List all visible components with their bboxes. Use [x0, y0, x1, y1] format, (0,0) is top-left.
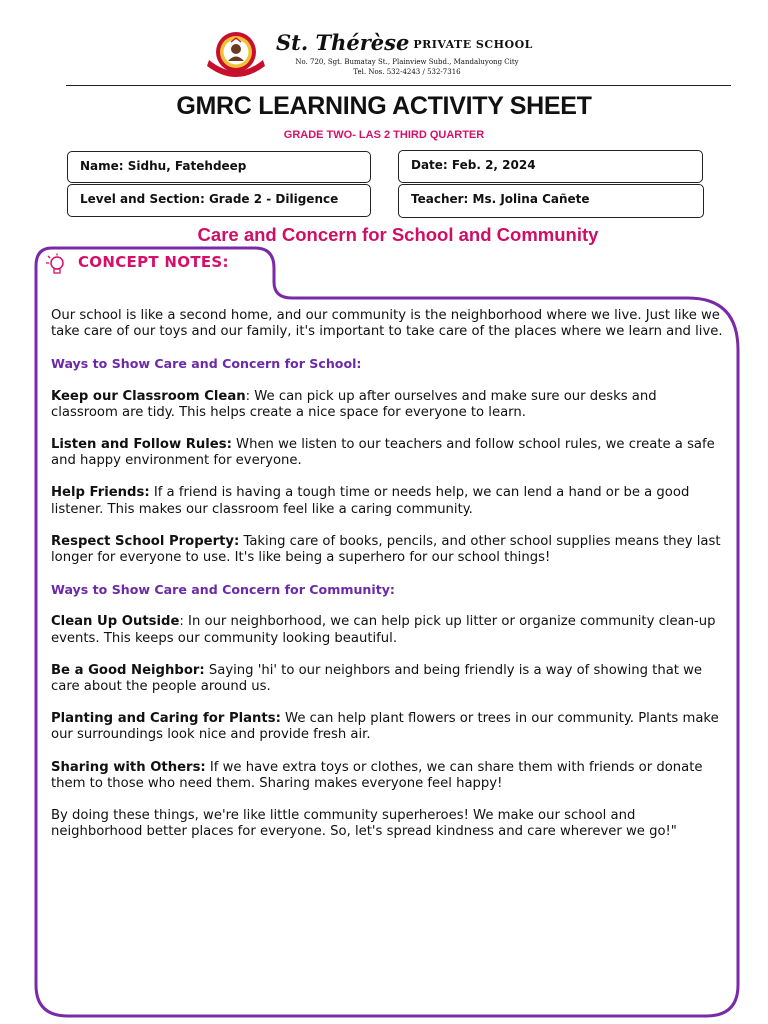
school-section-heading: Ways to Show Care and Concern for School:: [51, 356, 362, 372]
item-text: We can help plant flowers or trees in our community. Plants make our surroundings look nice and provide fresh air.: [51, 711, 719, 743]
item-term: Respect School Property:: [51, 533, 240, 549]
teacher-field: Teacher: Ms. Jolina Cañete: [398, 184, 704, 218]
school-name: [276, 30, 533, 55]
item-term: Be a Good Neighbor:: [51, 662, 205, 678]
date-field: Date: Feb. 2, 2024: [398, 150, 703, 183]
item-term: Keep our Classroom Clean: [51, 388, 246, 404]
list-item: [51, 760, 727, 792]
sheet-subtitle: GRADE TWO- LAS 2 THIRD QUARTER: [283, 129, 485, 141]
school-name-script: St. Thérèse: [276, 30, 410, 55]
community-section-heading: Ways to Show Care and Concern for Community:: [51, 582, 395, 598]
topic-heading: Care and Concern for School and Community: [197, 224, 599, 245]
item-text: Taking care of books, pencils, and other school supplies means they last longer for everyone to use. It's like being a superhero for our school things!: [51, 533, 721, 566]
list-item: [51, 663, 727, 695]
item-text: : In our neighborhood, we can help pick up litter or organize community clean-up events. This keeps our community looking beautiful.: [51, 614, 716, 646]
concept-notes-body: [51, 308, 727, 856]
list-item: [51, 437, 727, 469]
item-text: : We can pick up after ourselves and make sure our desks and classroom are tidy. This helps create a nice space for everyone to learn.: [51, 388, 657, 420]
closing-paragraph: By doing these things, we're like little community superheroes! We make our school and neighborhood better places for everyone. So, let's spread kindness and care wherever we go!": [51, 808, 677, 840]
list-item: [51, 534, 727, 566]
item-term: Clean Up Outside: [51, 614, 180, 630]
school-address-block: [276, 57, 538, 77]
school-seal-logo: [205, 30, 267, 78]
name-field: Name: Sidhu, Fatehdeep: [67, 151, 371, 183]
item-text: If a friend is having a tough time or needs help, we can lend a hand or be a good listener. This makes our classroom feel like a caring community.: [51, 485, 690, 517]
item-term: Planting and Caring for Plants:: [51, 711, 281, 727]
concept-notes-label: CONCEPT NOTES:: [78, 253, 229, 271]
level-section-field: Level and Section: Grade 2 - Diligence: [67, 184, 371, 217]
item-text: If we have extra toys or clothes, we can share them with friends or donate them to those who need them. Sharing makes everyone feel happy!: [51, 759, 703, 791]
intro-paragraph: Our school is like a second home, and our community is the neighborhood where we live. Just like we take care of our toys and our family, it's important to take care of the places where we learn and live.: [51, 308, 723, 340]
item-term: Listen and Follow Rules:: [51, 437, 232, 453]
school-name-caps: PRIVATE SCHOOL: [413, 38, 533, 51]
list-item: [51, 389, 727, 421]
lightbulb-icon: [44, 253, 66, 277]
sheet-title: GMRC LEARNING ACTIVITY SHEET: [176, 92, 592, 120]
item-text: Saying 'hi' to our neighbors and being friendly is a way of showing that we care about the people around us.: [51, 662, 703, 695]
header-divider: [66, 85, 731, 86]
school-address: No. 720, Sgt. Bumatay St., Plainview Subd., Mandaluyong City: [295, 58, 519, 66]
list-item: [51, 614, 727, 646]
school-phone: Tel. Nos. 532-4243 / 532-7316: [353, 68, 461, 76]
item-term: Sharing with Others:: [51, 759, 206, 775]
list-item: [51, 485, 727, 517]
item-term: Help Friends:: [51, 485, 150, 501]
item-text: When we listen to our teachers and follow school rules, we create a safe and happy environment for everyone.: [51, 437, 715, 469]
list-item: [51, 711, 727, 743]
